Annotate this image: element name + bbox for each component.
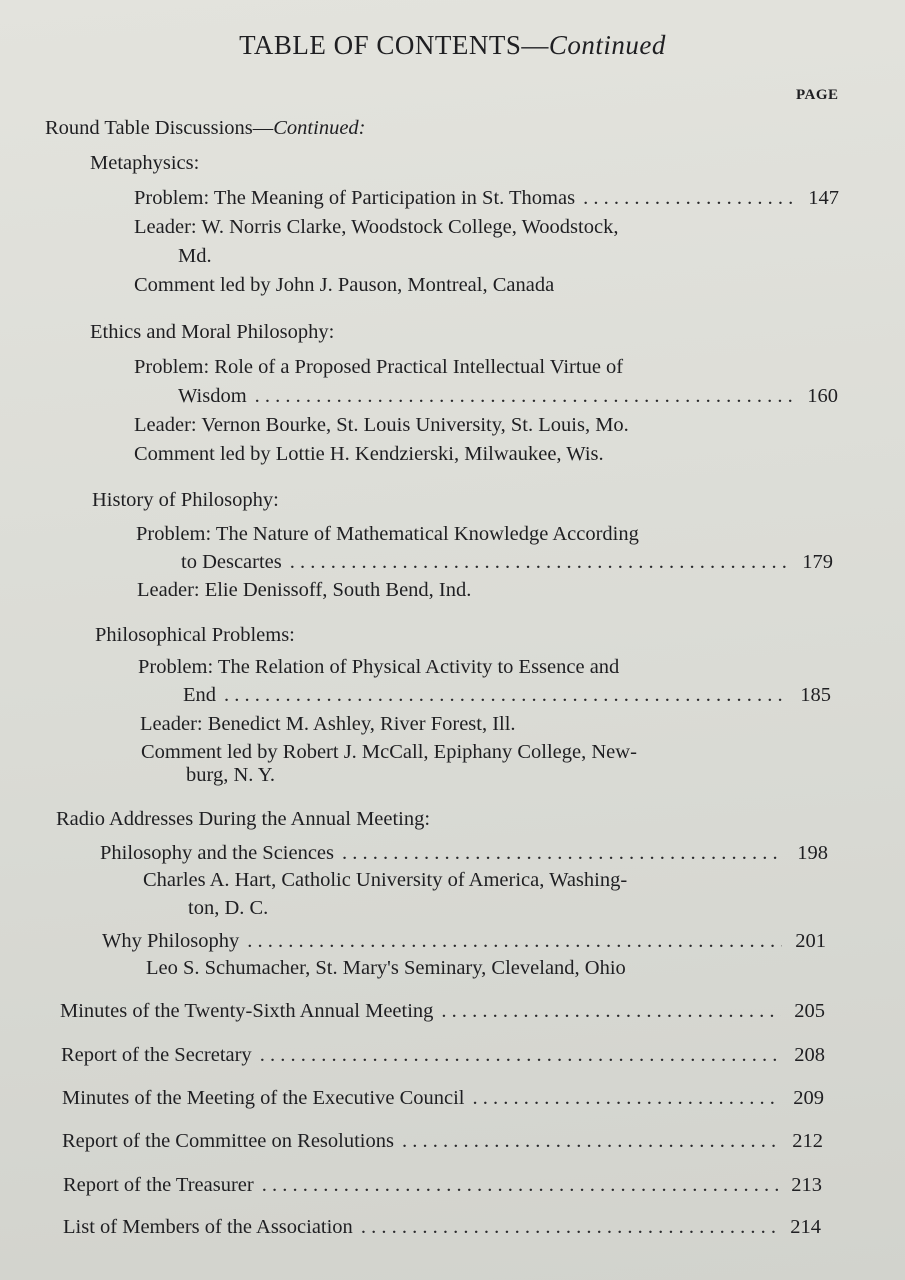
- problems-leader: Leader: Benedict M. Ashley, River Forest, Ill.: [140, 713, 516, 735]
- dot-leader: [473, 1085, 780, 1111]
- entry-title: Minutes of the Twenty-Sixth Annual Meeting: [60, 1000, 434, 1022]
- page-number: 201: [795, 930, 826, 952]
- round-table-continued: Continued:: [273, 117, 366, 139]
- ethics-comment: Comment led by Lottie H. Kendzierski, Milwaukee, Wis.: [134, 443, 604, 465]
- entry-title: Philosophy and the Sciences: [100, 842, 335, 864]
- entry-title: Report of the Secretary: [61, 1044, 252, 1066]
- metaphysics-leader-line1: Leader: W. Norris Clarke, Woodstock College, Woodstock,: [134, 216, 619, 238]
- round-table-heading: Round Table Discussions—: [45, 117, 274, 139]
- toc-entry-ethics-problem[interactable]: [178, 383, 838, 409]
- page-number: 185: [800, 684, 831, 706]
- toc-entry-report-secretary[interactable]: [61, 1042, 825, 1068]
- dot-leader: [361, 1214, 777, 1240]
- radio-item1-author-line2: ton, D. C.: [188, 897, 269, 919]
- history-problem-line1: Problem: The Nature of Mathematical Knowledge According: [136, 523, 639, 545]
- page-number: 160: [807, 385, 838, 407]
- dot-leader: [224, 682, 787, 708]
- problems-comment-line2: burg, N. Y.: [186, 764, 276, 786]
- toc-entry-radio-philosophy-sciences[interactable]: [100, 840, 828, 866]
- dot-leader: [402, 1128, 779, 1154]
- problems-problem-line1: Problem: The Relation of Physical Activity to Essence and: [138, 656, 620, 678]
- dot-leader: [342, 840, 784, 866]
- entry-title: End: [183, 684, 217, 706]
- toc-entry-history-problem[interactable]: [181, 549, 833, 575]
- subsection-philosophical-problems: Philosophical Problems:: [95, 624, 295, 646]
- toc-entry-problems-problem[interactable]: [183, 682, 831, 708]
- page-number: 205: [794, 1000, 825, 1022]
- entry-title: Minutes of the Meeting of the Executive Council: [62, 1087, 465, 1109]
- page-number: 213: [791, 1174, 822, 1196]
- page-number: 147: [808, 187, 839, 209]
- page-number: 214: [790, 1216, 821, 1238]
- ethics-problem-line1: Problem: Role of a Proposed Practical Intellectual Virtue of: [134, 356, 624, 378]
- entry-title: to Descartes: [181, 551, 282, 573]
- page-number: 212: [792, 1130, 823, 1152]
- toc-entry-minutes-annual-meeting[interactable]: [60, 998, 825, 1024]
- dot-leader: [255, 383, 794, 409]
- toc-entry-radio-why-philosophy[interactable]: [102, 928, 826, 954]
- entry-title: List of Members of the Association: [63, 1216, 353, 1238]
- dot-leader: [262, 1172, 778, 1198]
- entry-title: Wisdom: [178, 385, 247, 407]
- toc-entry-report-committee-resolutions[interactable]: [62, 1128, 823, 1154]
- history-leader: Leader: Elie Denissoff, South Bend, Ind.: [137, 579, 472, 601]
- toc-entry-list-members[interactable]: [63, 1214, 821, 1240]
- page-column-label: PAGE: [796, 87, 839, 103]
- page-title: [0, 30, 905, 61]
- title-continued: Continued: [548, 30, 666, 60]
- toc-entry-report-treasurer[interactable]: [63, 1172, 822, 1198]
- section-heading-radio: Radio Addresses During the Annual Meeting:: [56, 808, 431, 830]
- subsection-metaphysics: Metaphysics:: [90, 152, 200, 174]
- metaphysics-comment: Comment led by John J. Pauson, Montreal, Canada: [134, 274, 555, 296]
- dot-leader: [260, 1042, 781, 1068]
- page-number: 198: [797, 842, 828, 864]
- problems-comment-line1: Comment led by Robert J. McCall, Epiphany College, New-: [141, 741, 637, 763]
- dot-leader: [441, 998, 781, 1024]
- page-number: 208: [794, 1044, 825, 1066]
- entry-title: Why Philosophy: [102, 930, 240, 952]
- ethics-leader: Leader: Vernon Bourke, St. Louis University, St. Louis, Mo.: [134, 414, 629, 436]
- radio-item1-author-line1: Charles A. Hart, Catholic University of America, Washing-: [143, 869, 628, 891]
- metaphysics-leader-line2: Md.: [178, 245, 212, 267]
- entry-title: Problem: The Meaning of Participation in St. Thomas: [134, 187, 576, 209]
- title-main: TABLE OF CONTENTS—: [239, 30, 549, 60]
- entry-title: Report of the Committee on Resolutions: [62, 1130, 394, 1152]
- toc-entry-metaphysics-problem[interactable]: [134, 185, 839, 211]
- subsection-ethics: Ethics and Moral Philosophy:: [90, 321, 335, 343]
- toc-entry-minutes-executive-council[interactable]: [62, 1085, 824, 1111]
- entry-title: Report of the Treasurer: [63, 1174, 254, 1196]
- radio-item2-author: Leo S. Schumacher, St. Mary's Seminary, Cleveland, Ohio: [146, 957, 626, 979]
- section-heading-round-table: [45, 115, 366, 141]
- subsection-history: History of Philosophy:: [92, 489, 279, 511]
- dot-leader: [290, 549, 789, 575]
- page-number: 179: [802, 551, 833, 573]
- dot-leader: [583, 185, 795, 211]
- dot-leader: [247, 928, 782, 954]
- page-number: 209: [793, 1087, 824, 1109]
